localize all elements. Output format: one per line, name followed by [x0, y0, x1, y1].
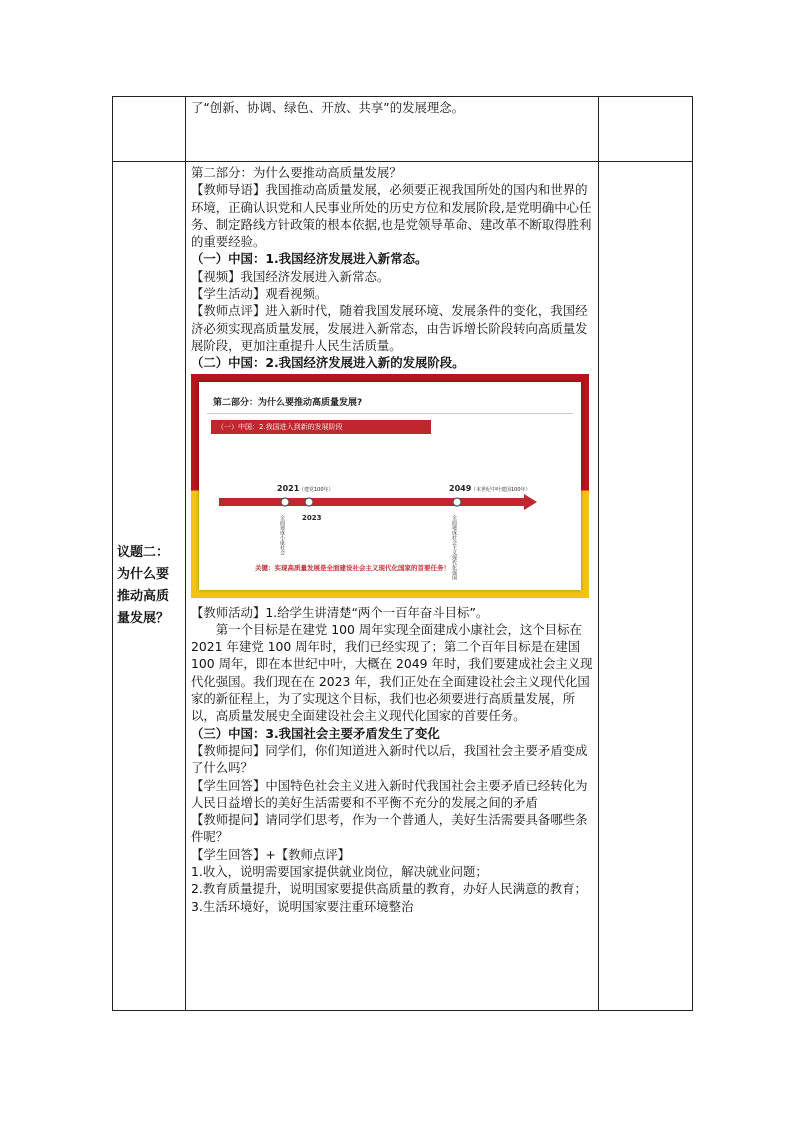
milestone-year: 2049	[449, 483, 472, 493]
table-row	[113, 162, 693, 1011]
slide-section-bar: （一）中国：2.我国进入到新的发展阶段	[211, 420, 431, 434]
paragraph: 【教师导语】我国推动高质量发展，必须要正视我国所处的国内和世界的环境，正确认识党和人民事业所处的历史方位和发展阶段,是党明确中心任务、制定路线方针政策的根本依据,也是党领导革命、建改革不断取得胜利的重要经验。	[191, 182, 592, 250]
paragraph: 【视频】我国经济发展进入新常态。	[191, 268, 390, 284]
table-row	[113, 97, 693, 162]
milestone-dot	[281, 498, 289, 506]
paragraph: 【学生回答】+【教师点评】	[191, 846, 351, 862]
milestone-year: 2021	[277, 483, 300, 493]
notes-cell	[599, 97, 693, 162]
milestone-label: 全面建成社会主义现代化强国	[451, 514, 457, 580]
milestone-year: 2023	[302, 513, 322, 522]
topic-cell-empty	[113, 97, 186, 162]
milestone-dot	[453, 498, 461, 506]
content-cell	[186, 162, 599, 1011]
subsection-heading: （三）中国：3.我国社会主要矛盾发生了变化	[191, 725, 440, 741]
slide-image	[191, 374, 589, 598]
topic-label: 议题二：为什么要推动高质量发展？	[117, 545, 170, 626]
lesson-table	[112, 96, 693, 1011]
slide-title: 第二部分：为什么要推动高质量发展?	[213, 397, 363, 408]
topic-cell	[113, 162, 186, 1011]
paragraph: 【教师活动】1.给学生讲清楚“两个一百年奋斗目标”。	[191, 604, 489, 620]
milestone-note: （本世纪中叶建国100年）	[471, 486, 531, 493]
section-heading: 第二部分：为什么要推动高质量发展？	[191, 165, 402, 180]
paragraph: 【教师点评】进入新时代，随着我国发展环境、发展条件的变化，我国经济必须实现高质量发展，发展进入新常态，由告诉增长阶段转向高质量发展阶段，更加注重提升人民生活质量。	[191, 303, 588, 353]
content-cell	[186, 97, 599, 162]
notes-cell	[599, 162, 693, 1011]
milestone-note: （建党100年）	[299, 486, 334, 493]
milestone-label: 全面建成小康社会	[279, 514, 285, 555]
milestone-dot	[305, 498, 313, 506]
subsection-heading: （一）中国：1.我国经济发展进入新常态。	[191, 251, 428, 267]
paragraph: 了“创新、协调、绿色、开放、共享”的发展理念。	[191, 100, 465, 115]
list-item: 2.教育质量提升，说明国家要提供高质量的教育，办好人民满意的教育；	[191, 881, 587, 897]
paragraph: 【教师提问】同学们，你们知道进入新时代以后，我国社会主要矛盾变成了什么吗？	[191, 742, 588, 776]
list-item: 1.收入，说明需要国家提供就业岗位，解决就业问题；	[191, 864, 488, 880]
paragraph: 【教师提问】请同学们思考，作为一个普通人，美好生活需要具备哪些条件呢？	[191, 812, 588, 845]
paragraph: 【学生活动】观看视频。	[191, 286, 328, 302]
subsection-heading: （二）中国：2.我国经济发展进入新的发展阶段。	[191, 355, 465, 371]
timeline-graphic	[199, 382, 581, 590]
slide-key-note: 关键：实现高质量发展是全面建设社会主义现代化国家的首要任务！	[255, 563, 450, 572]
timeline-arrow	[219, 494, 537, 510]
slide-panel	[199, 382, 581, 590]
paragraph: 【学生回答】中国特色社会主义进入新时代我国社会主要矛盾已经转化为人民日益增长的美好生活需要和不平衡不充分的发展之间的矛盾	[191, 777, 588, 810]
list-item: 3.生活环境好，说明国家要注重环境整治	[191, 898, 414, 914]
paragraph: 第一个目标是在建党 100 周年实现全面建成小康社会，这个目标在 2021 年建党 100 周年时，我们已经实现了；第二个百年目标是在建国 100 周年，即在本世纪中叶，大概在 2049 年时，我们要建成社会主义现代化强国。我们现在在 2023 年，我们正处在全面建设社会主义现代化国家的新征程上，为了实现这个目标，我们也必须要进行高质量发展，所以，高质量发展史全面建设社会主义现代化国家的首要任务。	[191, 621, 593, 724]
